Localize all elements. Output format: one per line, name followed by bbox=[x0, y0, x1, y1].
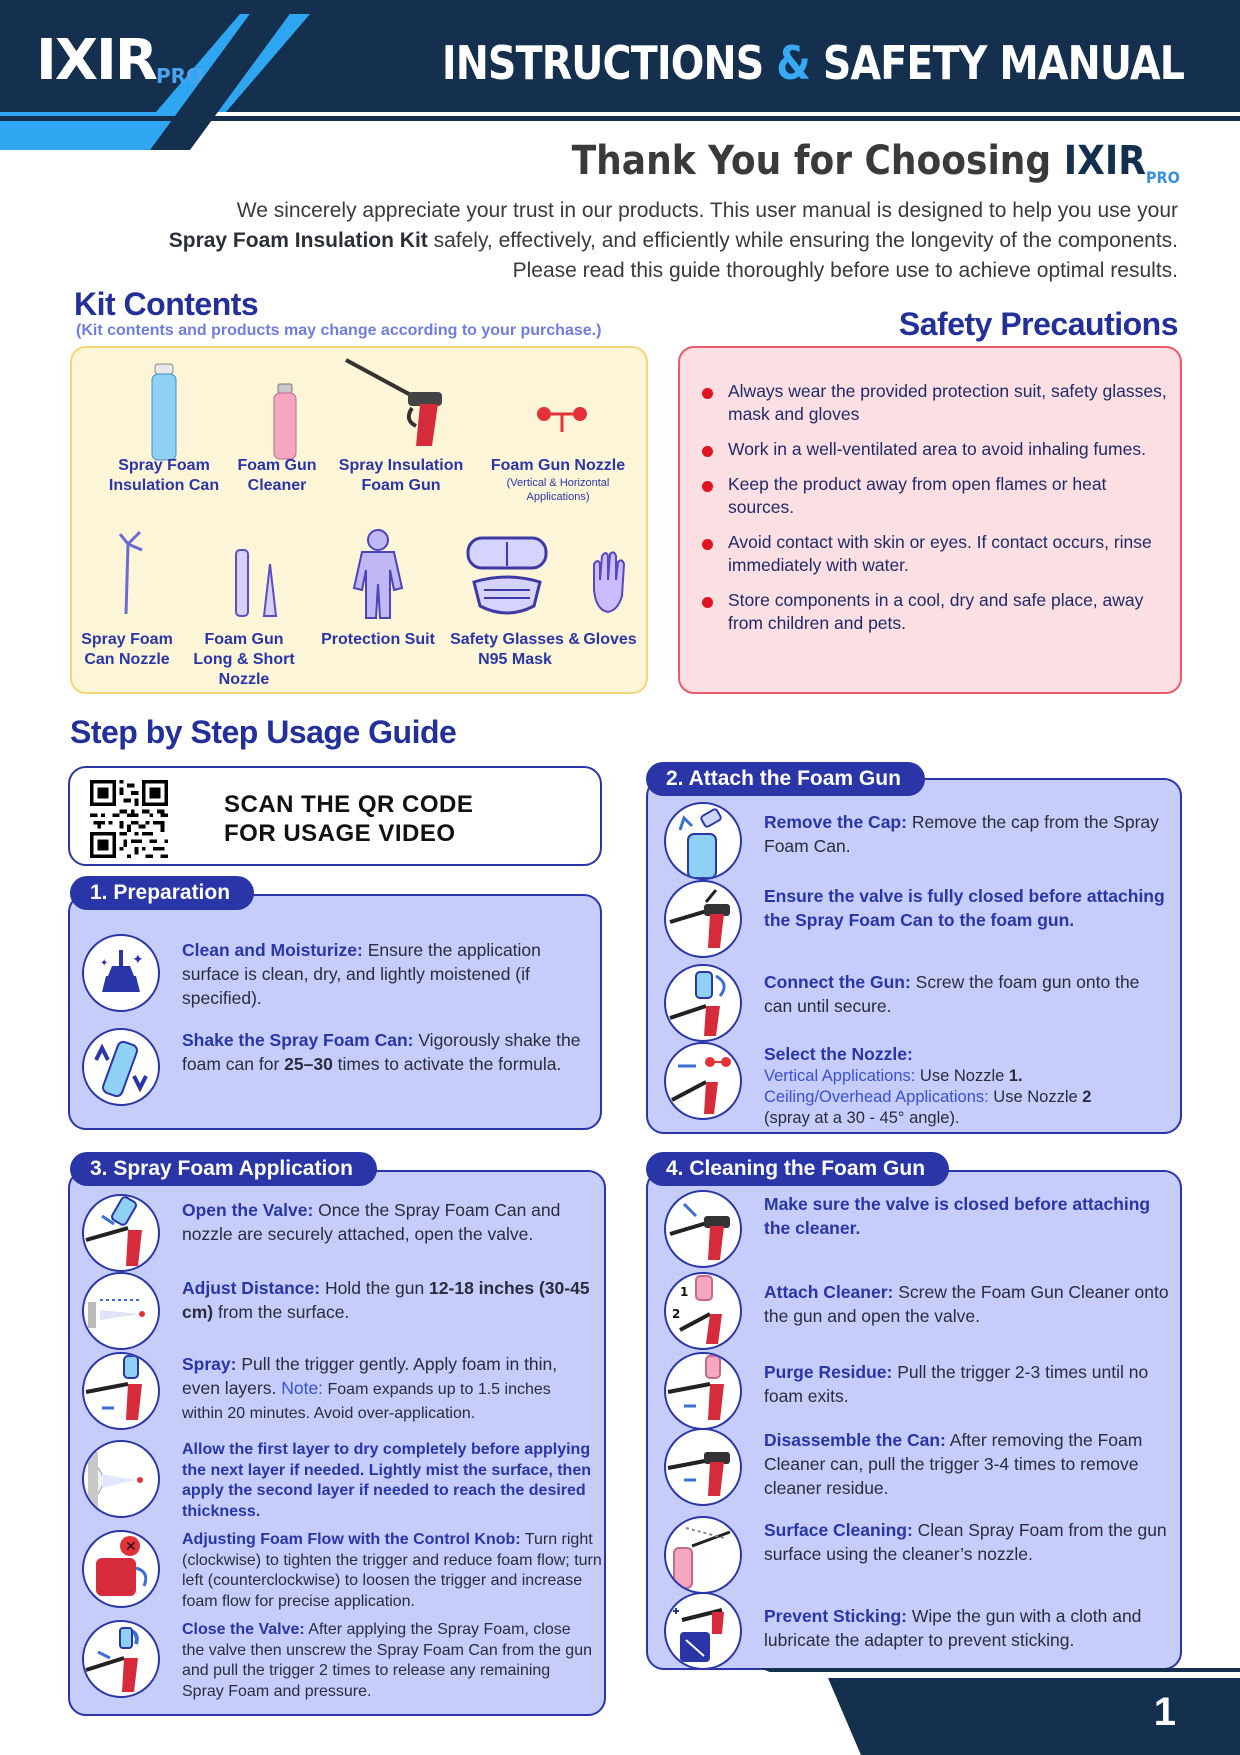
safety-item: Keep the product away from open flames or heat sources. bbox=[702, 473, 1172, 519]
clean-step-attach-cleaner: 1 2 Attach Cleaner: Screw the Foam Gun Cleaner onto the gun and open the valve. bbox=[664, 1272, 1174, 1352]
foam-gun-icon bbox=[664, 1190, 742, 1268]
safety-precautions-box bbox=[678, 346, 1182, 694]
clean-step-surface: Surface Cleaning: Clean Spray Foam from the gun surface using the cleaner’s nozzle. bbox=[664, 1516, 1174, 1596]
kit-item-gloves: Gloves bbox=[583, 631, 637, 648]
foam-gun-icon bbox=[664, 880, 742, 958]
spray-foam-can-icon bbox=[150, 362, 178, 462]
usage-guide-heading: Step by Step Usage Guide bbox=[70, 714, 457, 750]
surface-cleaning-icon bbox=[664, 1516, 742, 1594]
protection-suit-icon bbox=[348, 528, 408, 620]
disassemble-icon bbox=[664, 1428, 742, 1506]
select-nozzle-icon bbox=[664, 1042, 742, 1120]
page-footer bbox=[828, 1678, 1240, 1755]
purge-icon bbox=[664, 1352, 742, 1430]
kit-item-foam-gun: Spray Insulation Foam Gun bbox=[338, 457, 464, 494]
intro-paragraph: We sincerely appreciate your trust in our products. This user manual is designed to help you use your Spray Foam Insulation Kit safely, effectively, and efficiently while ensuring the longevity of the components. Please read this guide thoroughly before use to achieve optimal results. bbox=[168, 199, 1178, 282]
foam-layers-icon bbox=[82, 1440, 160, 1518]
manual-title: INSTRUCTIONS & SAFETY MANUAL bbox=[441, 36, 1184, 90]
cleaning-panel bbox=[646, 1170, 1182, 1670]
attach-step-select-nozzle: Select the Nozzle: Vertical Applications: Use Nozzle 1. Ceiling/Overhead Applications: Use Nozzle 2 (spray at a 30 - 45° angle). bbox=[664, 1042, 1174, 1132]
lubricate-icon bbox=[664, 1592, 742, 1670]
page-number: 1 bbox=[1153, 1690, 1176, 1734]
bullet-icon bbox=[702, 481, 713, 492]
sparkle-broom-icon bbox=[82, 934, 160, 1012]
kit-item-protection-suit: Protection Suit bbox=[321, 631, 435, 648]
can-nozzle-icon bbox=[112, 530, 146, 616]
kit-item-can-nozzle: Spray Foam Can Nozzle bbox=[81, 631, 173, 668]
open-valve-icon bbox=[82, 1194, 160, 1272]
bullet-icon bbox=[702, 597, 713, 608]
spray-gun-icon bbox=[82, 1352, 160, 1430]
attach-gun-panel bbox=[646, 778, 1182, 1134]
safety-item: Work in a well-ventilated area to avoid inhaling fumes. bbox=[702, 438, 1172, 461]
foam-gun-cleaner-icon bbox=[272, 382, 298, 462]
clean-step-purge: Purge Residue: Pull the trigger 2-3 times until no foam exits. bbox=[664, 1352, 1174, 1432]
remove-cap-icon bbox=[664, 802, 742, 880]
attach-step-connect-gun: Connect the Gun: Screw the foam gun onto the can until secure. bbox=[664, 964, 1164, 1044]
svg-text:✦: ✦ bbox=[100, 958, 109, 969]
page-header bbox=[0, 0, 1240, 150]
long-short-nozzle-icon bbox=[232, 548, 282, 618]
safety-precautions-heading: Safety Precautions bbox=[898, 306, 1178, 342]
tab-cleaning-foam-gun: 4. Cleaning the Foam Gun bbox=[646, 1152, 949, 1186]
footer-line bbox=[760, 1668, 1240, 1672]
svg-text:1: 1 bbox=[680, 1285, 689, 1299]
safety-glasses-mask-icon bbox=[464, 534, 550, 620]
gloves-icon bbox=[588, 550, 628, 616]
header-underline bbox=[0, 116, 1240, 121]
kit-item-long-short-nozzle: Foam Gun Long & Short Nozzle bbox=[193, 631, 295, 688]
kit-item-spray-foam-can: Spray Foam Insulation Can bbox=[108, 457, 220, 494]
kit-contents-note: (Kit contents and products may change according to your purchase.) bbox=[76, 322, 602, 339]
tab-spray-application: 3. Spray Foam Application bbox=[70, 1152, 377, 1186]
bullet-icon bbox=[702, 539, 713, 550]
spray-step-layers: Allow the first layer to dry completely before applying the next layer if needed. Lightly mist the surface, then apply the second layer if needed to reach the desired thickness. bbox=[82, 1440, 602, 1530]
spray-foam-gun-icon bbox=[342, 356, 452, 452]
attach-cleaner-icon bbox=[664, 1272, 742, 1350]
kit-item-gun-cleaner: Foam Gun Cleaner bbox=[237, 457, 317, 494]
bullet-icon bbox=[702, 446, 713, 457]
brand-logo-inline: $IXIR_{PRO}$ bbox=[1063, 138, 1180, 187]
spray-step-close-valve: Close the Valve: After applying the Spray Foam, close the valve then unscrew the Spray Foam Can from the gun and pull the trigger 2 times to release any remaining Spray Foam and pressure. bbox=[82, 1620, 602, 1710]
tab-preparation: 1. Preparation bbox=[70, 876, 254, 910]
clean-step-valve-closed: Make sure the valve is closed before attaching the cleaner. bbox=[664, 1190, 1174, 1270]
preparation-panel bbox=[68, 894, 602, 1130]
kit-item-glasses-mask: Safety Glasses & N95 Mask bbox=[450, 631, 580, 668]
kit-contents-heading: Kit Contents bbox=[74, 286, 259, 322]
connect-gun-icon bbox=[664, 964, 742, 1042]
safety-list bbox=[702, 380, 1172, 647]
close-valve-icon bbox=[82, 1620, 160, 1698]
prep-step-shake: Shake the Spray Foam Can: Vigorously shake the foam can for 25–30 times to activate the formula. bbox=[82, 1028, 582, 1118]
spray-step-open-valve: Open the Valve: Once the Spray Foam Can and nozzle are securely attached, open the valve. bbox=[82, 1194, 602, 1274]
clean-step-disassemble: Disassemble the Can: After removing the Foam Cleaner can, pull the trigger 3-4 times to remove cleaner residue. bbox=[664, 1428, 1174, 1514]
safety-item: Avoid contact with skin or eyes. If contact occurs, rinse immediately with water. bbox=[702, 531, 1172, 577]
distance-icon bbox=[82, 1272, 160, 1350]
qr-code-box[interactable] bbox=[68, 766, 602, 866]
spray-step-control-knob: ✕ Adjusting Foam Flow with the Control Knob: Turn right (clockwise) to tighten the trigger and reduce foam flow; turn left (counterclockwise) to loosen the trigger and increase foam flow for precise application. bbox=[82, 1530, 602, 1620]
safety-item: Always wear the provided protection suit, safety glasses, mask and gloves bbox=[702, 380, 1172, 426]
kit-item-gun-nozzle: Foam Gun Nozzle (Vertical & Horizontal Applications) bbox=[490, 457, 626, 503]
qr-code-icon[interactable] bbox=[90, 780, 168, 858]
foam-gun-nozzle-icon bbox=[534, 404, 590, 434]
tab-attach-foam-gun: 2. Attach the Foam Gun bbox=[646, 762, 925, 796]
spray-step-spray: Spray: Pull the trigger gently. Apply foam in thin, even layers. Note: Foam expands up to 1.5 inches within 20 minutes. Avoid over-application. bbox=[82, 1352, 602, 1438]
brand-logo: $IXIR_{PRO}$ bbox=[36, 28, 204, 93]
svg-text:✕: ✕ bbox=[125, 1539, 137, 1555]
safety-item: Store components in a cool, dry and safe place, away from children and pets. bbox=[702, 589, 1172, 635]
clean-step-prevent-sticking: Prevent Sticking: Wipe the gun with a cloth and lubricate the adapter to prevent sticking. bbox=[664, 1592, 1174, 1672]
spray-application-panel bbox=[68, 1170, 606, 1716]
svg-text:2: 2 bbox=[672, 1307, 681, 1321]
spray-step-adjust-distance: Adjust Distance: Hold the gun 12-18 inches (30-45 cm) from the surface. bbox=[82, 1272, 602, 1352]
kit-contents-box bbox=[70, 346, 648, 694]
control-knob-icon bbox=[82, 1530, 160, 1608]
shake-can-icon bbox=[82, 1028, 160, 1106]
qr-instruction-text: SCAN THE QR CODE FOR USAGE VIDEO bbox=[224, 791, 474, 847]
prep-step-clean: ✦ ✦ Clean and Moisturize: Ensure the application surface is clean, dry, and lightly moistened (if specified). bbox=[82, 934, 582, 1024]
attach-step-valve-closed: Ensure the valve is fully closed before attaching the Spray Foam Can to the foam gun. bbox=[664, 880, 1174, 960]
thank-you-heading: Thank You for Choosing $IXIR_{PRO}$ bbox=[571, 138, 1180, 187]
svg-text:✦: ✦ bbox=[132, 952, 144, 968]
bullet-icon bbox=[702, 388, 713, 399]
attach-step-remove-cap: Remove the Cap: Remove the cap from the Spray Foam Can. bbox=[664, 802, 1164, 882]
